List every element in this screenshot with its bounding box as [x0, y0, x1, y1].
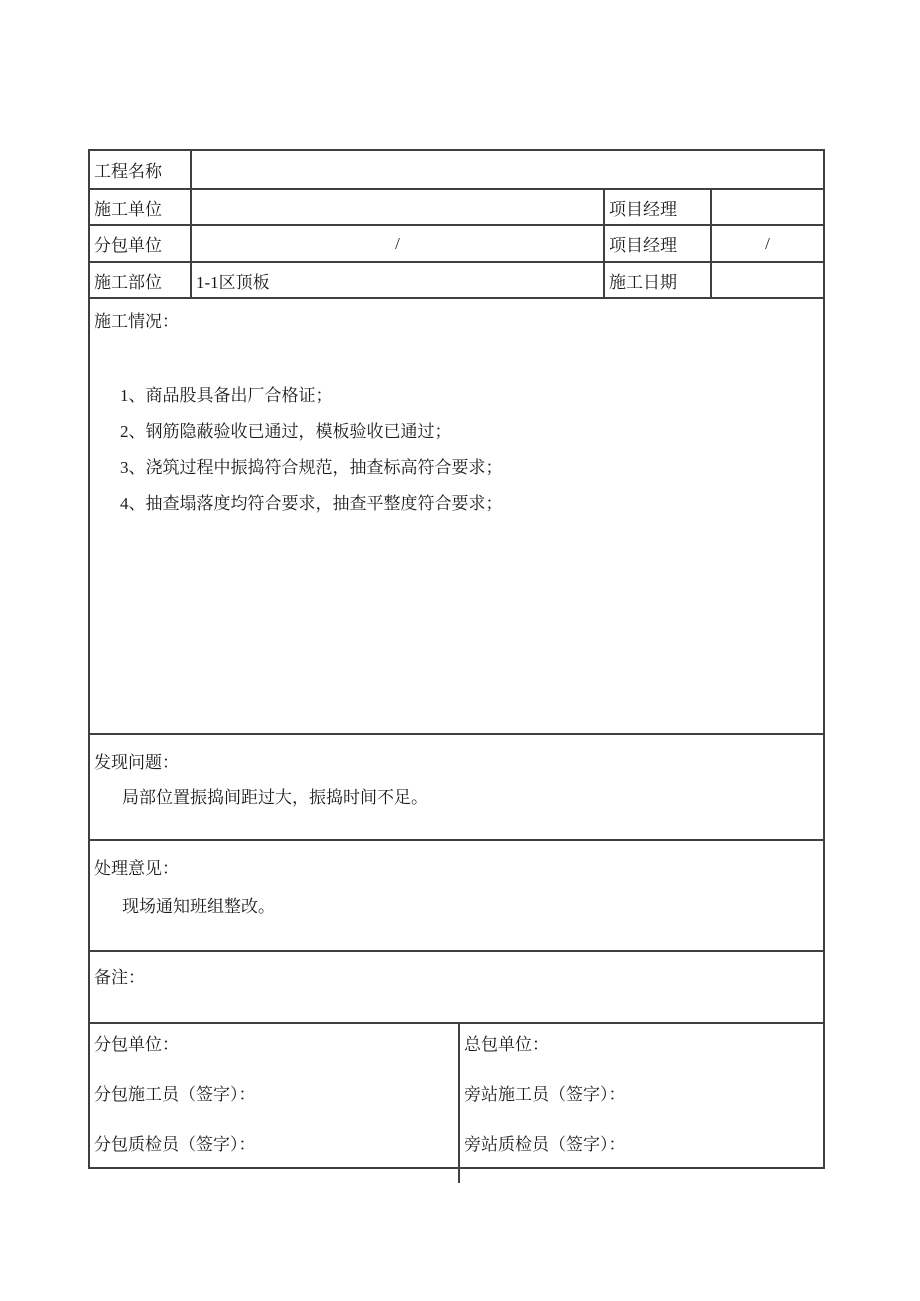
subcontract-unit-row	[90, 226, 823, 263]
general-contractor-signature-cell	[460, 1024, 823, 1183]
subcontractor-inspector-signature-label: 分包质检员（签字）：	[94, 1135, 256, 1154]
bystander-inspector-signature-label: 旁站质检员（签字）：	[464, 1135, 626, 1154]
problems-found-content: 局部位置振捣间距过大，振捣时间不足。	[122, 788, 428, 807]
construction-unit-label: 施工单位	[90, 190, 192, 224]
remarks-cell	[90, 952, 823, 1022]
handling-opinion-content: 现场通知班组整改。	[122, 897, 275, 916]
handling-opinion-cell	[90, 841, 823, 950]
handling-opinion-label: 处理意见：	[94, 859, 179, 878]
subcontract-unit-value: /	[192, 226, 605, 261]
project-manager-value-1	[712, 190, 823, 224]
status-item-4: 4、抽查塌落度均符合要求，抽查平整度符合要求；	[120, 494, 503, 513]
bystander-constructor-signature-label: 旁站施工员（签字）：	[464, 1085, 626, 1104]
problems-found-cell	[90, 735, 823, 839]
handling-opinion-row	[90, 841, 823, 952]
status-item-1: 1、商品股具备出厂合格证；	[120, 386, 333, 405]
general-contractor-unit-label: 总包单位：	[464, 1035, 549, 1054]
subcontractor-signature-cell	[90, 1024, 460, 1183]
construction-part-row	[90, 263, 823, 299]
problems-found-row	[90, 735, 823, 841]
remarks-label: 备注：	[94, 968, 145, 987]
project-name-row	[90, 151, 823, 190]
problems-found-label: 发现问题：	[94, 753, 179, 772]
inspection-record-form	[88, 149, 825, 1169]
construction-status-row	[90, 299, 823, 735]
construction-date-value	[712, 263, 823, 297]
subcontractor-constructor-signature-label: 分包施工员（签字）：	[94, 1085, 256, 1104]
project-manager-label-2: 项目经理	[605, 226, 712, 261]
project-manager-label-1: 项目经理	[605, 190, 712, 224]
construction-status-list	[94, 378, 817, 522]
construction-status-cell	[90, 299, 823, 733]
construction-part-label: 施工部位	[90, 263, 192, 297]
construction-status-label: 施工情况：	[94, 312, 179, 331]
project-name-value	[192, 151, 823, 188]
status-item-3: 3、浇筑过程中振捣符合规范，抽查标高符合要求；	[120, 458, 503, 477]
signatures-row	[90, 1024, 823, 1183]
construction-unit-value	[192, 190, 605, 224]
construction-unit-row	[90, 190, 823, 226]
project-manager-value-2: /	[765, 233, 770, 253]
subcontract-unit-label: 分包单位	[90, 226, 192, 261]
construction-part-value: 1-1区顶板	[192, 263, 605, 297]
subcontractor-unit-label: 分包单位：	[94, 1035, 179, 1054]
remarks-row	[90, 952, 823, 1024]
status-item-2: 2、钢筋隐蔽验收已通过，模板验收已通过；	[120, 422, 452, 441]
construction-date-label: 施工日期	[605, 263, 712, 297]
project-name-label: 工程名称	[90, 151, 192, 188]
